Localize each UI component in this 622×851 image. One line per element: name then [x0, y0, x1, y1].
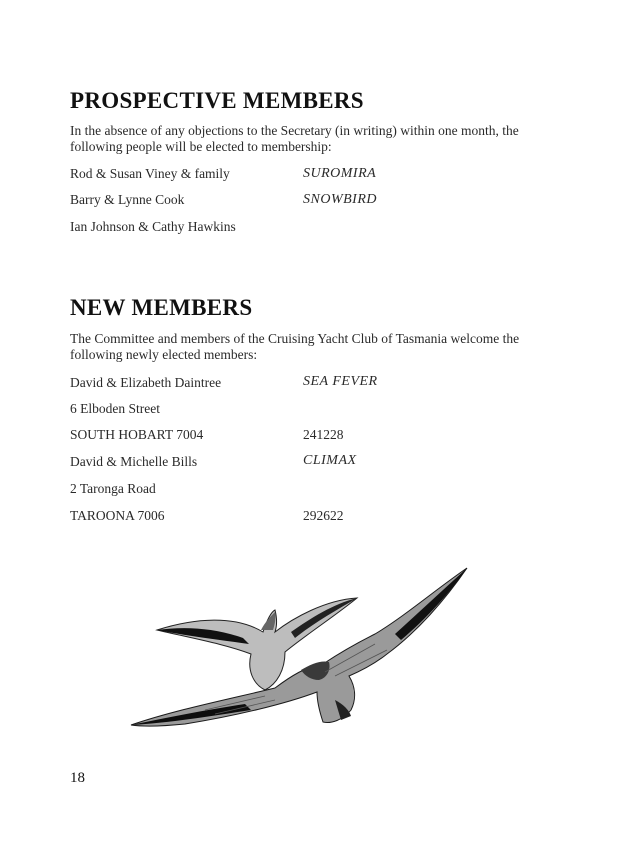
seagulls-illustration: [125, 560, 475, 740]
prospective-name-3: Ian Johnson & Cathy Hawkins: [70, 219, 236, 234]
page-number: 18: [70, 770, 85, 786]
member-2-phone: 292622: [303, 508, 344, 523]
member-2-name: David & Michelle Bills: [70, 454, 198, 469]
prospective-members-heading: PROSPECTIVE MEMBERS: [70, 88, 364, 113]
prospective-name-2: Barry & Lynne Cook: [70, 192, 185, 207]
prospective-boat-2: SNOWBIRD: [303, 192, 377, 207]
member-2-suburb: TAROONA 7006: [70, 508, 165, 523]
member-1-name: David & Elizabeth Daintree: [70, 375, 222, 390]
seagull-front: [131, 568, 467, 726]
member-2-street: 2 Taronga Road: [70, 481, 156, 496]
member-1-suburb: SOUTH HOBART 7004: [70, 427, 204, 442]
member-1-phone: 241228: [303, 427, 344, 442]
member-1-street: 6 Elboden Street: [70, 401, 160, 416]
prospective-name-1: Rod & Susan Viney & family: [70, 166, 230, 181]
prospective-boat-1: SUROMIRA: [303, 166, 377, 181]
new-members-intro: The Committee and members of the Cruising Yacht Club of Tasmania welcome the following newly elected members:: [70, 331, 520, 362]
member-2-boat: CLIMAX: [303, 453, 357, 468]
member-1-boat: SEA FEVER: [303, 374, 378, 389]
new-members-heading: NEW MEMBERS: [70, 295, 253, 320]
prospective-intro: In the absence of any objections to the Secretary (in writing) within one month, the following people will be elected to membership:: [70, 123, 519, 154]
